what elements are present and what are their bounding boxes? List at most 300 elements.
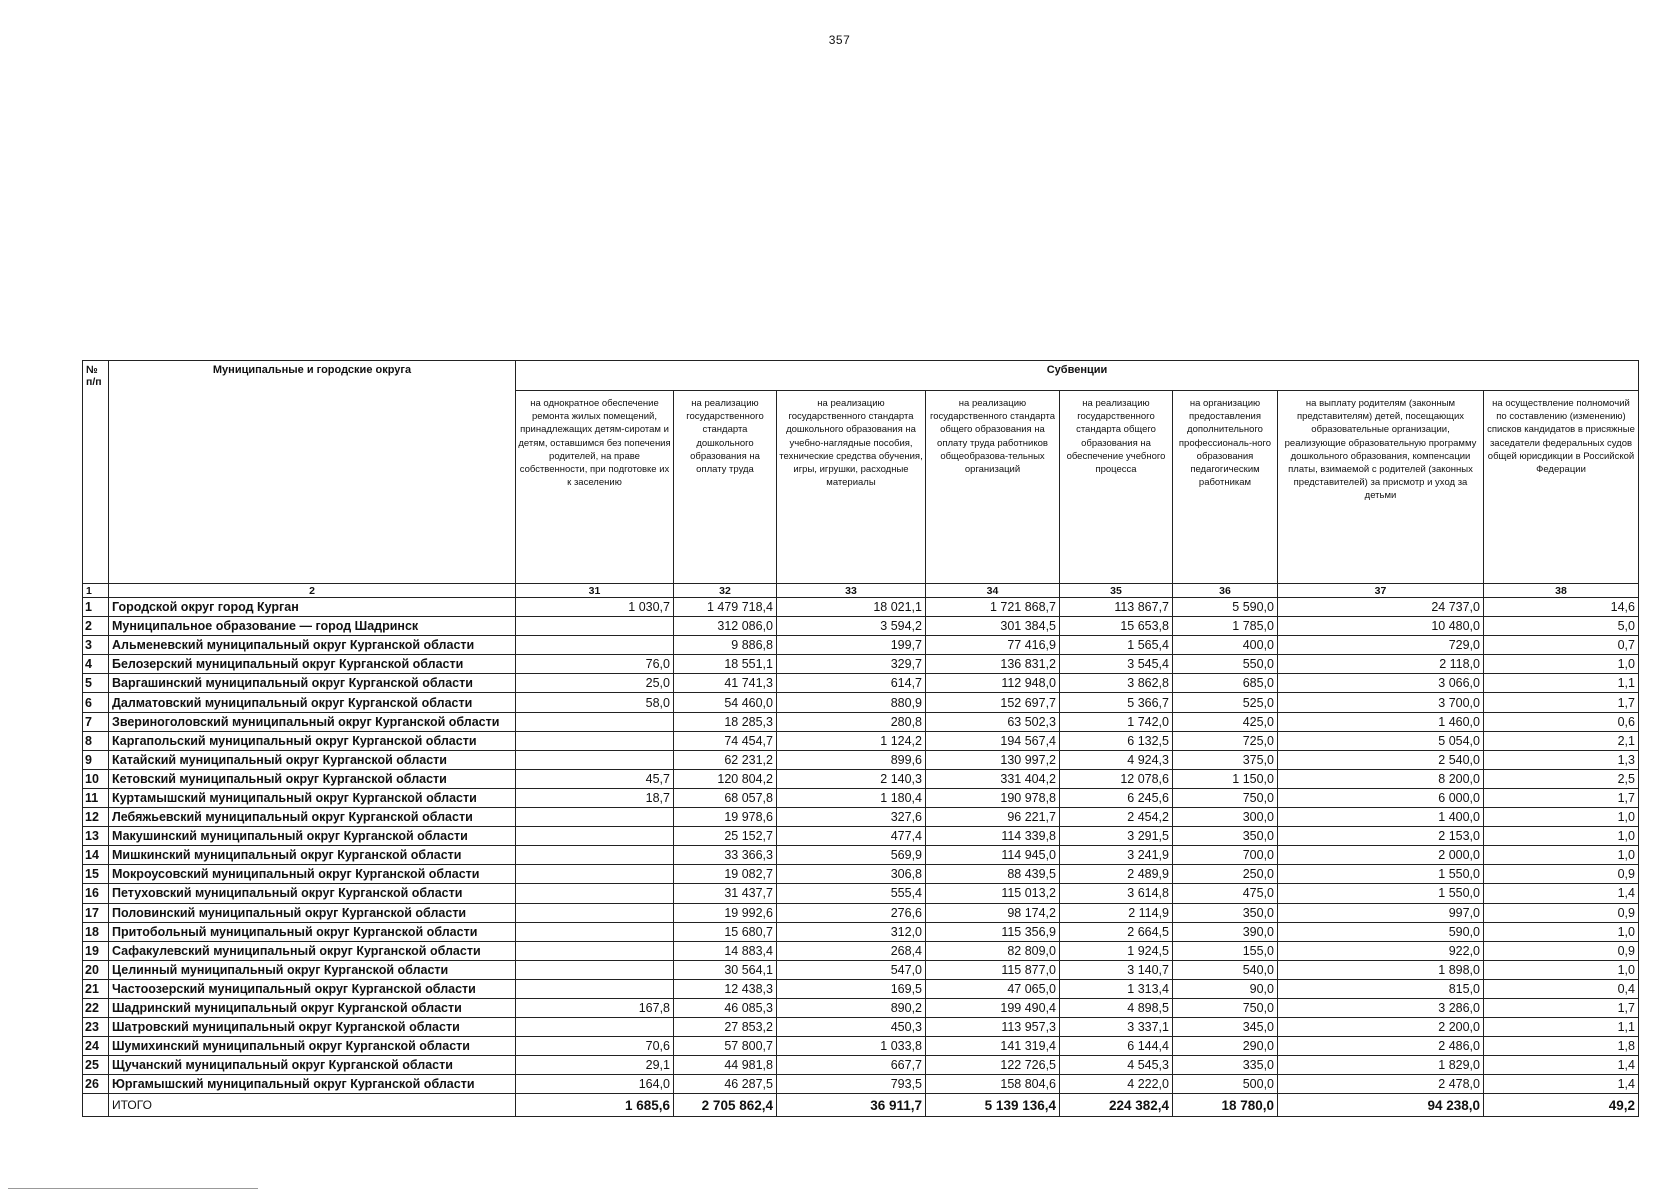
value-cell-35: 15 653,8 — [1060, 617, 1173, 636]
value-cell-37: 3 286,0 — [1278, 998, 1484, 1017]
value-cell-35: 1 742,0 — [1060, 712, 1173, 731]
value-cell-37: 2 478,0 — [1278, 1075, 1484, 1094]
table-row — [83, 1037, 1639, 1056]
value-cell-35: 3 140,7 — [1060, 960, 1173, 979]
value-cell-36: 550,0 — [1173, 655, 1278, 674]
table-row — [83, 674, 1639, 693]
value-cell-33: 312,0 — [777, 922, 926, 941]
value-cell-38: 1,0 — [1484, 808, 1639, 827]
municipality-name: Мишкинский муниципальный округ Курганской области — [109, 846, 516, 865]
table-row — [83, 960, 1639, 979]
value-cell-32: 30 564,1 — [674, 960, 777, 979]
table-row — [83, 865, 1639, 884]
value-cell-34: 47 065,0 — [926, 979, 1060, 998]
total-value-33: 36 911,7 — [777, 1094, 926, 1117]
table-row — [83, 979, 1639, 998]
row-index: 6 — [83, 693, 109, 712]
row-index: 21 — [83, 979, 109, 998]
municipality-name: Далматовский муниципальный округ Курганской области — [109, 693, 516, 712]
value-cell-35: 6 132,5 — [1060, 731, 1173, 750]
value-cell-38: 1,4 — [1484, 1075, 1639, 1094]
column-number: 2 — [109, 584, 516, 598]
value-cell-36: 335,0 — [1173, 1056, 1278, 1075]
value-cell-36: 5 590,0 — [1173, 598, 1278, 617]
value-cell-38: 1,7 — [1484, 998, 1639, 1017]
value-cell-32: 57 800,7 — [674, 1037, 777, 1056]
value-cell-37: 1 400,0 — [1278, 808, 1484, 827]
value-cell-37: 2 540,0 — [1278, 750, 1484, 769]
total-label: ИТОГО — [109, 1094, 516, 1117]
value-cell-31: 29,1 — [516, 1056, 674, 1075]
value-cell-33: 2 140,3 — [777, 769, 926, 788]
municipality-name: Лебяжьевский муниципальный округ Курганской области — [109, 808, 516, 827]
value-cell-32: 1 479 718,4 — [674, 598, 777, 617]
table-row — [83, 1018, 1639, 1037]
municipality-name: Сафакулевский муниципальный округ Курганской области — [109, 941, 516, 960]
row-index: 10 — [83, 769, 109, 788]
value-cell-34: 122 726,5 — [926, 1056, 1060, 1075]
value-cell-35: 2 664,5 — [1060, 922, 1173, 941]
value-cell-37: 6 000,0 — [1278, 788, 1484, 807]
header-sub-35: на реализацию государственного стандарта общего образования на обеспечение учебного процесса — [1060, 391, 1173, 584]
value-cell-37: 815,0 — [1278, 979, 1484, 998]
value-cell-36: 725,0 — [1173, 731, 1278, 750]
table-row — [83, 1056, 1639, 1075]
value-cell-33: 880,9 — [777, 693, 926, 712]
value-cell-34: 82 809,0 — [926, 941, 1060, 960]
total-row — [83, 1094, 1639, 1117]
value-cell-35: 1 313,4 — [1060, 979, 1173, 998]
value-cell-33: 450,3 — [777, 1018, 926, 1037]
value-cell-38: 1,0 — [1484, 960, 1639, 979]
value-cell-36: 750,0 — [1173, 788, 1278, 807]
municipality-name: Катайский муниципальный округ Курганской области — [109, 750, 516, 769]
row-index: 4 — [83, 655, 109, 674]
value-cell-34: 114 945,0 — [926, 846, 1060, 865]
value-cell-34: 331 404,2 — [926, 769, 1060, 788]
value-cell-36: 1 785,0 — [1173, 617, 1278, 636]
row-index: 20 — [83, 960, 109, 979]
value-cell-36: 350,0 — [1173, 903, 1278, 922]
value-cell-31: 1 030,7 — [516, 598, 674, 617]
value-cell-35: 113 867,7 — [1060, 598, 1173, 617]
municipality-name: Шумихинский муниципальный округ Курганской области — [109, 1037, 516, 1056]
table-row — [83, 598, 1639, 617]
municipality-name: Половинский муниципальный округ Курганской области — [109, 903, 516, 922]
value-cell-33: 199,7 — [777, 636, 926, 655]
value-cell-33: 569,9 — [777, 846, 926, 865]
column-number: 1 — [83, 584, 109, 598]
municipality-name: Звериноголовский муниципальный округ Курганской области — [109, 712, 516, 731]
row-index: 14 — [83, 846, 109, 865]
value-cell-34: 190 978,8 — [926, 788, 1060, 807]
value-cell-31 — [516, 979, 674, 998]
value-cell-38: 1,8 — [1484, 1037, 1639, 1056]
value-cell-31: 164,0 — [516, 1075, 674, 1094]
value-cell-37: 1 550,0 — [1278, 865, 1484, 884]
municipality-name: Мокроусовский муниципальный округ Курганской области — [109, 865, 516, 884]
table-row — [83, 617, 1639, 636]
value-cell-36: 500,0 — [1173, 1075, 1278, 1094]
value-cell-31 — [516, 1018, 674, 1037]
value-cell-35: 4 898,5 — [1060, 998, 1173, 1017]
value-cell-37: 729,0 — [1278, 636, 1484, 655]
value-cell-32: 14 883,4 — [674, 941, 777, 960]
header-sub-33: на реализацию государственного стандарта дошкольного образования на учебно-наглядные пособия, технические средства обучения, игры, игрушки, расходные материалы — [777, 391, 926, 584]
municipality-name: Муниципальное образование — город Шадринск — [109, 617, 516, 636]
value-cell-36: 700,0 — [1173, 846, 1278, 865]
table-row — [83, 750, 1639, 769]
value-cell-36: 250,0 — [1173, 865, 1278, 884]
value-cell-38: 2,5 — [1484, 769, 1639, 788]
value-cell-31: 58,0 — [516, 693, 674, 712]
table-row — [83, 846, 1639, 865]
value-cell-34: 115 877,0 — [926, 960, 1060, 979]
value-cell-33: 614,7 — [777, 674, 926, 693]
value-cell-37: 2 153,0 — [1278, 827, 1484, 846]
value-cell-32: 19 992,6 — [674, 903, 777, 922]
table-row — [83, 788, 1639, 807]
row-index: 19 — [83, 941, 109, 960]
value-cell-31 — [516, 865, 674, 884]
value-cell-34: 130 997,2 — [926, 750, 1060, 769]
value-cell-37: 2 118,0 — [1278, 655, 1484, 674]
row-index: 8 — [83, 731, 109, 750]
row-index: 13 — [83, 827, 109, 846]
value-cell-31: 70,6 — [516, 1037, 674, 1056]
value-cell-33: 306,8 — [777, 865, 926, 884]
value-cell-32: 120 804,2 — [674, 769, 777, 788]
value-cell-36: 475,0 — [1173, 884, 1278, 903]
subventions-table — [82, 360, 1639, 1117]
table-row — [83, 808, 1639, 827]
value-cell-32: 46 085,3 — [674, 998, 777, 1017]
municipality-name: Юргамышский муниципальный округ Курганской области — [109, 1075, 516, 1094]
value-cell-32: 18 285,3 — [674, 712, 777, 731]
scan-artifact-line — [8, 1188, 258, 1189]
value-cell-31: 76,0 — [516, 655, 674, 674]
subventions-table-wrapper — [82, 360, 1639, 1117]
value-cell-37: 997,0 — [1278, 903, 1484, 922]
value-cell-32: 41 741,3 — [674, 674, 777, 693]
value-cell-33: 667,7 — [777, 1056, 926, 1075]
value-cell-33: 555,4 — [777, 884, 926, 903]
value-cell-36: 540,0 — [1173, 960, 1278, 979]
value-cell-37: 2 200,0 — [1278, 1018, 1484, 1037]
value-cell-33: 268,4 — [777, 941, 926, 960]
value-cell-32: 9 886,8 — [674, 636, 777, 655]
municipality-name: Альменевский муниципальный округ Курганской области — [109, 636, 516, 655]
value-cell-37: 2 486,0 — [1278, 1037, 1484, 1056]
total-index-blank — [83, 1094, 109, 1117]
value-cell-31 — [516, 750, 674, 769]
value-cell-35: 6 144,4 — [1060, 1037, 1173, 1056]
value-cell-34: 115 356,9 — [926, 922, 1060, 941]
value-cell-35: 3 241,9 — [1060, 846, 1173, 865]
value-cell-33: 1 180,4 — [777, 788, 926, 807]
municipality-name: Частоозерский муниципальный округ Курганской области — [109, 979, 516, 998]
value-cell-31 — [516, 731, 674, 750]
header-subventions: Субвенции — [516, 361, 1639, 391]
value-cell-36: 345,0 — [1173, 1018, 1278, 1037]
value-cell-35: 2 114,9 — [1060, 903, 1173, 922]
header-sub-36: на организацию предоставления дополнительного профессиональ-ного образования педагогическим работникам — [1173, 391, 1278, 584]
value-cell-36: 290,0 — [1173, 1037, 1278, 1056]
value-cell-35: 12 078,6 — [1060, 769, 1173, 788]
value-cell-38: 1,7 — [1484, 788, 1639, 807]
value-cell-37: 1 460,0 — [1278, 712, 1484, 731]
value-cell-37: 1 550,0 — [1278, 884, 1484, 903]
value-cell-34: 112 948,0 — [926, 674, 1060, 693]
value-cell-34: 136 831,2 — [926, 655, 1060, 674]
column-numbers-row — [83, 584, 1639, 598]
table-row — [83, 941, 1639, 960]
column-number: 31 — [516, 584, 674, 598]
value-cell-37: 5 054,0 — [1278, 731, 1484, 750]
row-index: 25 — [83, 1056, 109, 1075]
value-cell-31 — [516, 808, 674, 827]
header-sub-34: на реализацию государственного стандарта общего образования на оплату труда работников общеобразова-тельных организаций — [926, 391, 1060, 584]
value-cell-38: 1,0 — [1484, 846, 1639, 865]
value-cell-35: 4 545,3 — [1060, 1056, 1173, 1075]
table-row — [83, 998, 1639, 1017]
municipality-name: Притобольный муниципальный округ Курганской области — [109, 922, 516, 941]
value-cell-32: 312 086,0 — [674, 617, 777, 636]
value-cell-34: 96 221,7 — [926, 808, 1060, 827]
row-index: 1 — [83, 598, 109, 617]
value-cell-33: 477,4 — [777, 827, 926, 846]
row-index: 7 — [83, 712, 109, 731]
value-cell-35: 4 222,0 — [1060, 1075, 1173, 1094]
value-cell-38: 14,6 — [1484, 598, 1639, 617]
value-cell-38: 0,6 — [1484, 712, 1639, 731]
value-cell-31 — [516, 884, 674, 903]
value-cell-38: 1,7 — [1484, 693, 1639, 712]
value-cell-38: 0,4 — [1484, 979, 1639, 998]
value-cell-34: 141 319,4 — [926, 1037, 1060, 1056]
value-cell-38: 1,0 — [1484, 922, 1639, 941]
value-cell-34: 152 697,7 — [926, 693, 1060, 712]
municipality-name: Городской округ город Курган — [109, 598, 516, 617]
value-cell-38: 1,1 — [1484, 674, 1639, 693]
value-cell-36: 525,0 — [1173, 693, 1278, 712]
value-cell-37: 24 737,0 — [1278, 598, 1484, 617]
value-cell-34: 115 013,2 — [926, 884, 1060, 903]
column-number: 32 — [674, 584, 777, 598]
value-cell-33: 899,6 — [777, 750, 926, 769]
row-index: 16 — [83, 884, 109, 903]
municipality-name: Шадринский муниципальный округ Курганской области — [109, 998, 516, 1017]
value-cell-31: 167,8 — [516, 998, 674, 1017]
value-cell-35: 1 565,4 — [1060, 636, 1173, 655]
column-number: 35 — [1060, 584, 1173, 598]
municipality-name: Каргапольский муниципальный округ Курганской области — [109, 731, 516, 750]
table-row — [83, 1075, 1639, 1094]
column-number: 34 — [926, 584, 1060, 598]
value-cell-37: 10 480,0 — [1278, 617, 1484, 636]
value-cell-32: 25 152,7 — [674, 827, 777, 846]
value-cell-38: 2,1 — [1484, 731, 1639, 750]
value-cell-35: 4 924,3 — [1060, 750, 1173, 769]
row-index: 5 — [83, 674, 109, 693]
value-cell-36: 375,0 — [1173, 750, 1278, 769]
municipality-name: Кетовский муниципальный округ Курганской области — [109, 769, 516, 788]
value-cell-37: 3 066,0 — [1278, 674, 1484, 693]
row-index: 9 — [83, 750, 109, 769]
row-index: 17 — [83, 903, 109, 922]
value-cell-33: 327,6 — [777, 808, 926, 827]
value-cell-32: 12 438,3 — [674, 979, 777, 998]
value-cell-38: 5,0 — [1484, 617, 1639, 636]
value-cell-37: 2 000,0 — [1278, 846, 1484, 865]
value-cell-32: 18 551,1 — [674, 655, 777, 674]
value-cell-36: 300,0 — [1173, 808, 1278, 827]
row-index: 12 — [83, 808, 109, 827]
value-cell-37: 8 200,0 — [1278, 769, 1484, 788]
value-cell-37: 590,0 — [1278, 922, 1484, 941]
value-cell-37: 922,0 — [1278, 941, 1484, 960]
value-cell-36: 400,0 — [1173, 636, 1278, 655]
value-cell-36: 90,0 — [1173, 979, 1278, 998]
value-cell-33: 169,5 — [777, 979, 926, 998]
value-cell-38: 1,3 — [1484, 750, 1639, 769]
value-cell-34: 98 174,2 — [926, 903, 1060, 922]
value-cell-31 — [516, 712, 674, 731]
value-cell-33: 1 124,2 — [777, 731, 926, 750]
total-value-35: 224 382,4 — [1060, 1094, 1173, 1117]
page-number: 357 — [828, 33, 851, 47]
table-row — [83, 712, 1639, 731]
value-cell-34: 63 502,3 — [926, 712, 1060, 731]
value-cell-33: 18 021,1 — [777, 598, 926, 617]
row-index: 15 — [83, 865, 109, 884]
row-index: 24 — [83, 1037, 109, 1056]
value-cell-33: 793,5 — [777, 1075, 926, 1094]
value-cell-35: 6 245,6 — [1060, 788, 1173, 807]
value-cell-33: 329,7 — [777, 655, 926, 674]
table-row — [83, 769, 1639, 788]
value-cell-32: 19 978,6 — [674, 808, 777, 827]
value-cell-32: 46 287,5 — [674, 1075, 777, 1094]
row-index: 3 — [83, 636, 109, 655]
total-value-31: 1 685,6 — [516, 1094, 674, 1117]
header-index: № п/п — [83, 361, 109, 584]
value-cell-35: 3 545,4 — [1060, 655, 1173, 674]
value-cell-33: 1 033,8 — [777, 1037, 926, 1056]
municipality-name: Целинный муниципальный округ Курганской области — [109, 960, 516, 979]
header-sub-38: на осуществление полномочий по составлению (изменению) списков кандидатов в присяжные заседатели федеральных судов общей юрисдикции в Российской Федерации — [1484, 391, 1639, 584]
table-row — [83, 922, 1639, 941]
value-cell-36: 155,0 — [1173, 941, 1278, 960]
column-number: 33 — [777, 584, 926, 598]
value-cell-32: 44 981,8 — [674, 1056, 777, 1075]
value-cell-38: 1,0 — [1484, 827, 1639, 846]
value-cell-32: 31 437,7 — [674, 884, 777, 903]
table-row — [83, 884, 1639, 903]
value-cell-35: 3 862,8 — [1060, 674, 1173, 693]
value-cell-37: 3 700,0 — [1278, 693, 1484, 712]
value-cell-32: 15 680,7 — [674, 922, 777, 941]
value-cell-33: 3 594,2 — [777, 617, 926, 636]
value-cell-31 — [516, 827, 674, 846]
value-cell-34: 114 339,8 — [926, 827, 1060, 846]
value-cell-31 — [516, 636, 674, 655]
municipality-name: Щучанский муниципальный округ Курганской области — [109, 1056, 516, 1075]
value-cell-38: 0,9 — [1484, 903, 1639, 922]
header-sub-31: на однократное обеспечение ремонта жилых помещений, принадлежащих детям-сиротам и детям, оставшимся без попечения родителей, на праве собственности, при подготовке их к заселению — [516, 391, 674, 584]
value-cell-36: 685,0 — [1173, 674, 1278, 693]
value-cell-35: 3 337,1 — [1060, 1018, 1173, 1037]
value-cell-34: 301 384,5 — [926, 617, 1060, 636]
value-cell-34: 199 490,4 — [926, 998, 1060, 1017]
value-cell-35: 3 614,8 — [1060, 884, 1173, 903]
value-cell-34: 113 957,3 — [926, 1018, 1060, 1037]
value-cell-33: 547,0 — [777, 960, 926, 979]
header-sub-37: на выплату родителям (законным представителям) детей, посещающих образовательные организации, реализующие образовательную программу дошкольного образования, компенсации платы, взимаемой с родителей (законных представителей) за присмотр и уход за детьми — [1278, 391, 1484, 584]
municipality-name: Макушинский муниципальный округ Курганской области — [109, 827, 516, 846]
value-cell-32: 33 366,3 — [674, 846, 777, 865]
value-cell-35: 5 366,7 — [1060, 693, 1173, 712]
row-index: 23 — [83, 1018, 109, 1037]
value-cell-31 — [516, 903, 674, 922]
value-cell-31 — [516, 617, 674, 636]
value-cell-31 — [516, 846, 674, 865]
value-cell-31: 18,7 — [516, 788, 674, 807]
total-value-38: 49,2 — [1484, 1094, 1639, 1117]
value-cell-34: 194 567,4 — [926, 731, 1060, 750]
value-cell-35: 2 454,2 — [1060, 808, 1173, 827]
table-row — [83, 731, 1639, 750]
municipality-name: Шатровский муниципальный округ Курганской области — [109, 1018, 516, 1037]
value-cell-37: 1 829,0 — [1278, 1056, 1484, 1075]
column-number: 38 — [1484, 584, 1639, 598]
municipality-name: Петуховский муниципальный округ Курганской области — [109, 884, 516, 903]
row-index: 2 — [83, 617, 109, 636]
total-value-32: 2 705 862,4 — [674, 1094, 777, 1117]
value-cell-34: 88 439,5 — [926, 865, 1060, 884]
value-cell-32: 68 057,8 — [674, 788, 777, 807]
table-row — [83, 636, 1639, 655]
table-row — [83, 903, 1639, 922]
column-number: 37 — [1278, 584, 1484, 598]
value-cell-32: 19 082,7 — [674, 865, 777, 884]
value-cell-38: 0,9 — [1484, 941, 1639, 960]
value-cell-35: 2 489,9 — [1060, 865, 1173, 884]
value-cell-38: 0,7 — [1484, 636, 1639, 655]
table-row — [83, 693, 1639, 712]
value-cell-38: 1,4 — [1484, 1056, 1639, 1075]
value-cell-32: 27 853,2 — [674, 1018, 777, 1037]
value-cell-32: 54 460,0 — [674, 693, 777, 712]
row-index: 26 — [83, 1075, 109, 1094]
value-cell-33: 280,8 — [777, 712, 926, 731]
value-cell-34: 158 804,6 — [926, 1075, 1060, 1094]
row-index: 11 — [83, 788, 109, 807]
table-row — [83, 827, 1639, 846]
value-cell-33: 276,6 — [777, 903, 926, 922]
total-value-34: 5 139 136,4 — [926, 1094, 1060, 1117]
value-cell-38: 1,0 — [1484, 655, 1639, 674]
value-cell-31: 45,7 — [516, 769, 674, 788]
total-value-37: 94 238,0 — [1278, 1094, 1484, 1117]
municipality-name: Варгашинский муниципальный округ Курганской области — [109, 674, 516, 693]
value-cell-31 — [516, 960, 674, 979]
table-row — [83, 655, 1639, 674]
value-cell-34: 1 721 868,7 — [926, 598, 1060, 617]
value-cell-36: 1 150,0 — [1173, 769, 1278, 788]
value-cell-31 — [516, 941, 674, 960]
header-sub-32: на реализацию государственного стандарта дошкольного образования на оплату труда — [674, 391, 777, 584]
